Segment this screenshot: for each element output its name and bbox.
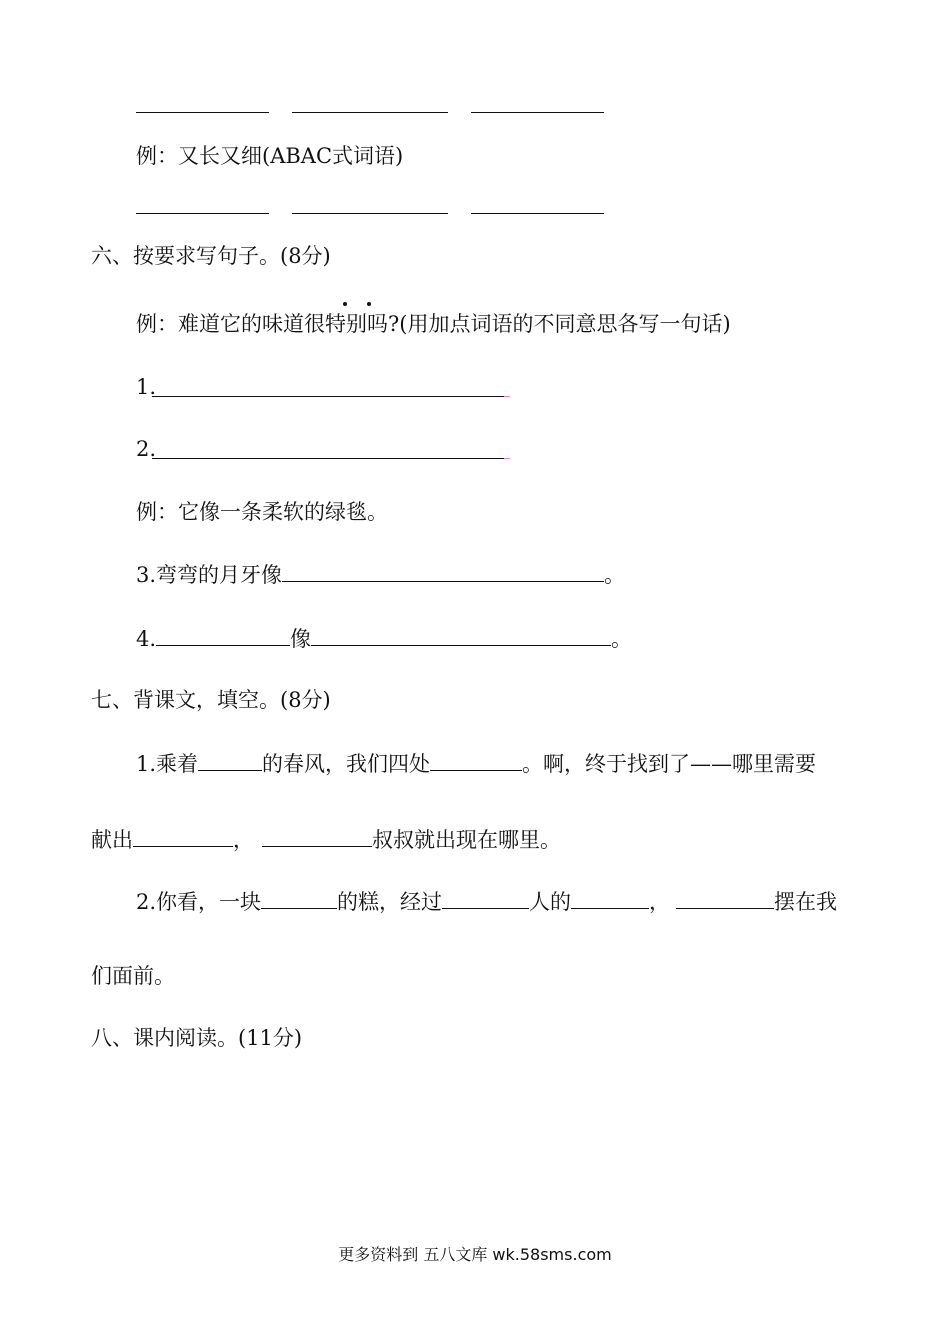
section6-example1: 例：难道它的味道很特别吗?(用加点词语的不同意思各写一句话) <box>136 312 731 336</box>
pink-mark <box>504 458 510 459</box>
item4 <box>136 625 632 652</box>
q1-text: 献出 <box>91 828 133 852</box>
item1-number: 1. <box>136 375 157 399</box>
answer-blank[interactable] <box>471 213 604 214</box>
q1-text: 的春风，我们四处 <box>262 752 431 776</box>
q1-line2 <box>91 826 561 853</box>
item2-number: 2. <box>136 437 157 461</box>
answer-blank[interactable] <box>156 625 290 646</box>
section5-example: 例：又长又细(ABAC式词语) <box>136 144 404 168</box>
item3-suffix: 。 <box>604 563 626 587</box>
q1-text: 。啊，终于找到了——哪里需要 <box>522 752 817 776</box>
item4-suffix: 。 <box>611 627 633 651</box>
answer-blank[interactable] <box>262 826 372 847</box>
answer-blank[interactable] <box>152 396 504 397</box>
q2-text: 人的 <box>529 890 572 914</box>
answer-blank[interactable] <box>261 888 337 909</box>
section6-example2: 例：它像一条柔软的绿毯。 <box>136 500 388 524</box>
q2-text: 2.你看，一块 <box>136 890 262 914</box>
q2-line2: 们面前。 <box>91 964 175 988</box>
answer-blank[interactable] <box>292 213 448 214</box>
answer-blank[interactable] <box>430 750 522 771</box>
q1-line1 <box>136 750 816 777</box>
q2-text: 的糕，经过 <box>337 890 443 914</box>
pink-mark <box>504 396 510 397</box>
emphasis-dot <box>343 302 347 306</box>
answer-blank[interactable] <box>571 888 649 909</box>
answer-blank[interactable] <box>471 112 604 113</box>
emphasis-dot <box>367 302 371 306</box>
answer-blank[interactable] <box>136 213 269 214</box>
answer-blank[interactable] <box>136 112 269 113</box>
answer-blank[interactable] <box>442 888 529 909</box>
item3-prefix: 3.弯弯的月牙像 <box>136 563 283 587</box>
q2-text: 摆在我 <box>774 890 838 914</box>
section7-heading: 七、背课文，填空。(8分) <box>91 688 331 712</box>
answer-blank[interactable] <box>282 561 604 582</box>
q2-line1 <box>136 888 837 915</box>
q1-text: 1.乘着 <box>136 752 199 776</box>
footer-text: 更多资料到 五八文库 wk.58sms.com <box>338 1245 612 1264</box>
answer-blank[interactable] <box>133 826 233 847</box>
item4-number: 4. <box>136 627 157 651</box>
item3 <box>136 561 625 588</box>
q2-text: ， <box>649 890 671 914</box>
q1-text: 叔叔就出现在哪里。 <box>372 828 561 852</box>
item4-mid: 像 <box>290 627 312 651</box>
answer-blank[interactable] <box>198 750 262 771</box>
section8-heading: 八、课内阅读。(11分) <box>91 1026 303 1050</box>
answer-blank[interactable] <box>676 888 774 909</box>
answer-blank[interactable] <box>152 458 504 459</box>
answer-blank[interactable] <box>292 112 448 113</box>
q1-text: ， <box>233 828 254 852</box>
section6-heading: 六、按要求写句子。(8分) <box>91 244 331 268</box>
answer-blank[interactable] <box>311 625 611 646</box>
